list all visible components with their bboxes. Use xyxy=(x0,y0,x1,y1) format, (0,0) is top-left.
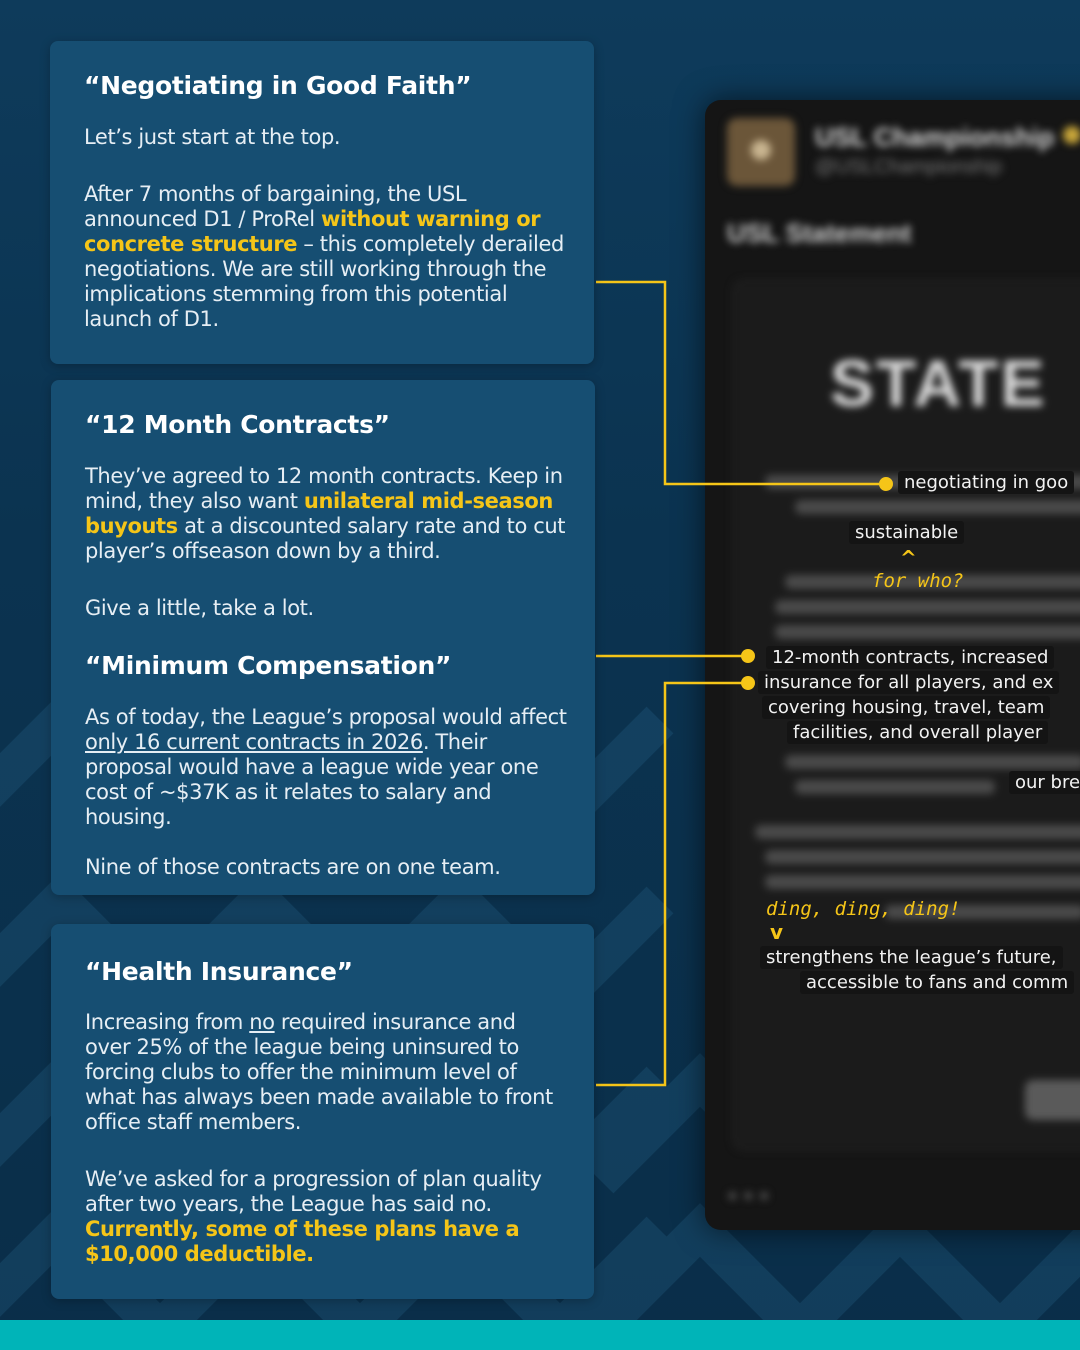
panel-body xyxy=(85,464,567,564)
text-line xyxy=(795,780,995,794)
caret-up-icon: ^ xyxy=(900,546,917,570)
panel-title: “Negotiating in Good Faith” xyxy=(84,71,472,100)
body-highlight: Currently, some of these plans have a $10,000 deductible. xyxy=(85,1217,520,1266)
panel-good-faith xyxy=(50,41,594,364)
post-footer: ● ● ● xyxy=(727,1185,770,1205)
note-for-who: for who? xyxy=(872,570,964,592)
body-text: – this completely derailed negotiations. We are still working through the implications stemming from this potential launch of D1. xyxy=(84,232,564,331)
text-line xyxy=(785,755,1080,769)
verified-icon xyxy=(1063,126,1080,144)
quote-insurance: insurance for all players, and ex xyxy=(758,671,1059,694)
post-title: USL Statement xyxy=(727,218,912,248)
body-text: They’ve agreed to 12 month contracts. Keep in mind, they also want xyxy=(85,464,563,513)
body-text: . Their proposal would have a league wide year one cost of ~$37K as it relates to salary and housing. xyxy=(85,730,539,829)
note-ding: ding, ding, ding! xyxy=(766,898,961,920)
panel-body-2 xyxy=(85,1167,566,1267)
quote-accessible: accessible to fans and comm xyxy=(800,971,1074,994)
text-line xyxy=(775,625,1080,639)
bottom-band xyxy=(0,1320,1080,1350)
quote-facilities: facilities, and overall player xyxy=(787,721,1048,744)
body-text: We’ve asked for a progression of plan quality after two years, the League has said no. xyxy=(85,1167,542,1216)
panel-highlight: Nine of those contracts are on one team. xyxy=(85,855,501,879)
panel-health xyxy=(51,924,594,1299)
quote-contracts: 12-month contracts, increased xyxy=(766,646,1054,669)
body-text: After 7 months of bargaining, the USL announced D1 / ProRel xyxy=(84,182,467,231)
panel-body xyxy=(84,182,566,332)
panel-tagline: Give a little, take a lot. xyxy=(85,596,314,620)
account-name: USL Championship xyxy=(815,122,1055,152)
text-line xyxy=(765,850,1080,864)
quote-future: strengthens the league’s future, xyxy=(760,946,1063,969)
panel-title: “12 Month Contracts” xyxy=(85,410,390,439)
text-line xyxy=(755,825,1080,839)
panel-body xyxy=(85,1010,566,1135)
quote-brand: our bre xyxy=(1009,771,1080,794)
body-text: As of today, the League’s proposal would affect xyxy=(85,705,567,729)
quote-housing: covering housing, travel, team xyxy=(762,696,1050,719)
panel-contracts xyxy=(51,380,595,895)
body-highlight: without warning or concrete structure xyxy=(84,207,541,256)
avatar xyxy=(727,118,795,186)
logo-icon xyxy=(751,140,771,160)
quote-sustainable: sustainable xyxy=(849,521,964,544)
text-line xyxy=(765,875,1080,889)
statement-button xyxy=(1025,1080,1080,1120)
body-text: at a discounted salary rate and to cut player’s offseason down by a third. xyxy=(85,514,566,563)
body-highlight: unilateral mid-season buyouts xyxy=(85,489,553,538)
text-line xyxy=(775,600,1080,614)
quote-good-faith: negotiating in goo xyxy=(898,471,1074,494)
panel-subtitle: “Minimum Compensation” xyxy=(85,651,452,680)
body-underline: only 16 current contracts in 2026 xyxy=(85,730,423,754)
panel-intro: Let’s just start at the top. xyxy=(84,125,341,149)
body-text: required insurance and over 25% of the league being uninsured to forcing clubs to offer the minimum level of what has always been made available to front office staff members. xyxy=(85,1010,553,1134)
text-line xyxy=(795,500,1080,514)
caret-down-icon: v xyxy=(770,920,784,944)
account-handle: @USLChampionship xyxy=(815,156,1003,178)
body-underline: no xyxy=(249,1010,275,1034)
panel-title: “Health Insurance” xyxy=(85,957,353,986)
body-text: Increasing from xyxy=(85,1010,250,1034)
statement-headline: STATE xyxy=(830,346,1047,420)
panel-body-2 xyxy=(85,705,567,830)
